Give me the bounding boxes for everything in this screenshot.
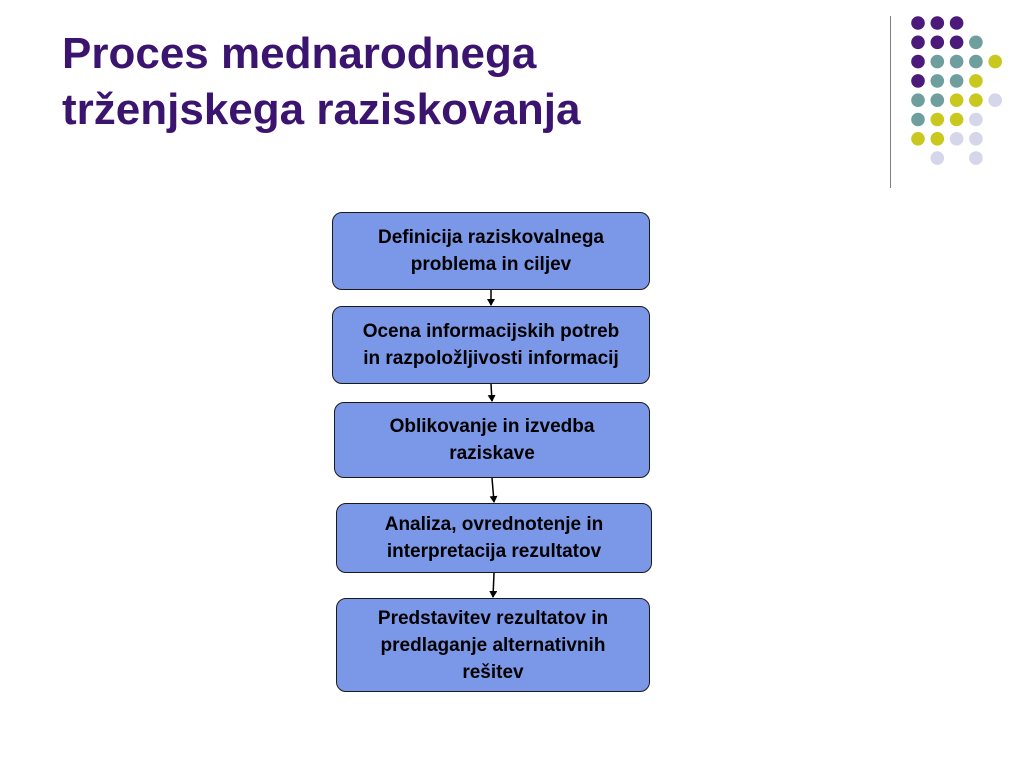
slide-title-line-1: Proces mednarodnega [62,29,537,78]
step-analyze-and-interpret [336,503,652,573]
step-label: Oblikovanje in izvedba raziskave [389,416,595,464]
step-label: Predstavitev rezultatov in predlaganje alternativnih rešitev [377,607,609,683]
connector-arrow [492,478,494,502]
connector-arrow [491,384,492,401]
connector-arrow [493,573,494,597]
step-label: Definicija raziskovalnega problema in ciljev [378,227,604,275]
step-present-results [336,598,650,692]
step-define-problem [332,212,650,290]
step-design-and-conduct-research [334,402,650,478]
step-label: Ocena informacijskih potreb in razpoložljivosti informacij [362,321,620,369]
step-label: Analiza, ovrednotenje in interpretacija rezultatov [384,514,604,562]
step-assess-information-needs [332,306,650,384]
slide-title-line-2: trženjskega raziskovanja [62,85,581,134]
